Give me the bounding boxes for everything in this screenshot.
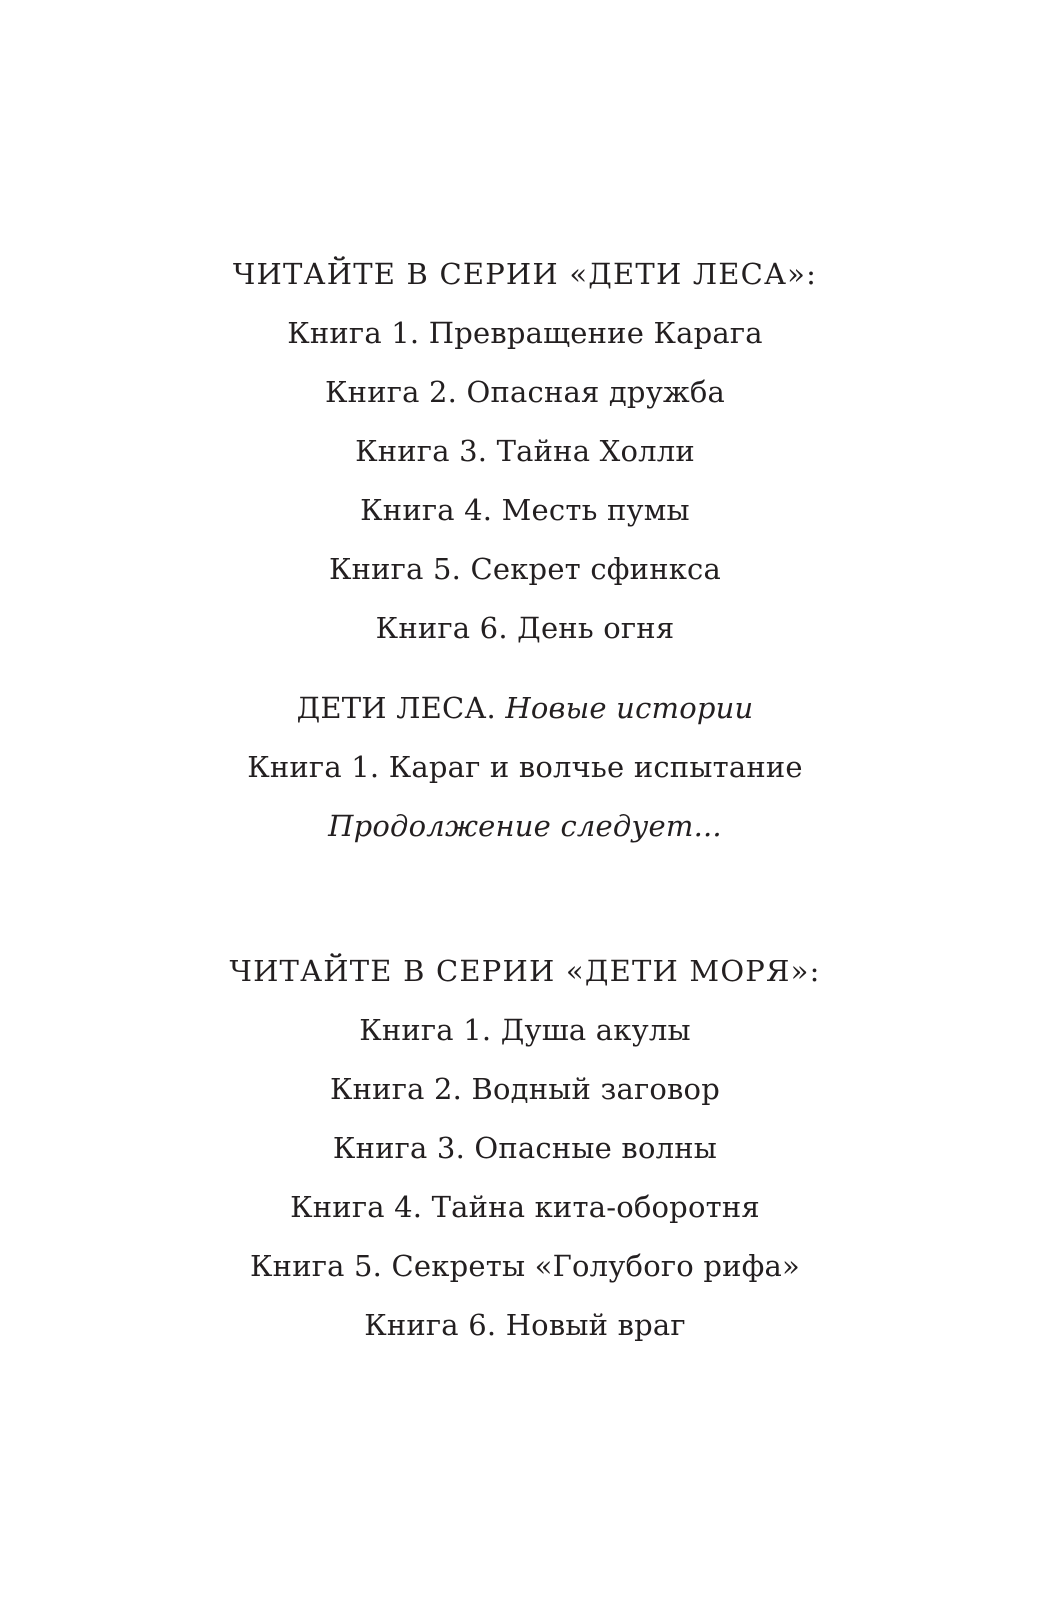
forest-new-stories-subtitle: Новые истории [505,691,754,725]
forest-new-book-1: Книга 1. Караг и волчье испытание [247,750,803,784]
forest-book-1: Книга 1. Превращение Карага [287,316,763,350]
sea-book-1: Книга 1. Душа акулы [359,1013,691,1047]
forest-book-5: Книга 5. Секрет сфинкса [328,552,721,586]
sea-book-4: Книга 4. Тайна кита-оборотня [290,1190,760,1224]
forest-new-stories-title: ДЕТИ ЛЕСА. [296,691,496,725]
forest-book-3: Книга 3. Тайна Холли [355,434,695,468]
to-be-continued-note: Продолжение следует... [328,809,722,843]
series-forest-heading: ЧИТАЙТЕ В СЕРИИ «ДЕТИ ЛЕСА»: [232,257,818,291]
forest-book-2: Книга 2. Опасная дружба [325,375,725,409]
sea-book-2: Книга 2. Водный заговор [330,1072,720,1106]
forest-book-6: Книга 6. День огня [375,611,675,645]
series-sea-heading: ЧИТАЙТЕ В СЕРИИ «ДЕТИ МОРЯ»: [229,954,821,988]
sea-book-5: Книга 5. Секреты «Голубого рифа» [250,1249,800,1283]
sea-book-3: Книга 3. Опасные волны [332,1131,718,1165]
forest-new-stories-heading [0,688,1050,728]
forest-book-4: Книга 4. Месть пумы [360,493,690,527]
sea-book-6: Книга 6. Новый враг [364,1308,686,1342]
